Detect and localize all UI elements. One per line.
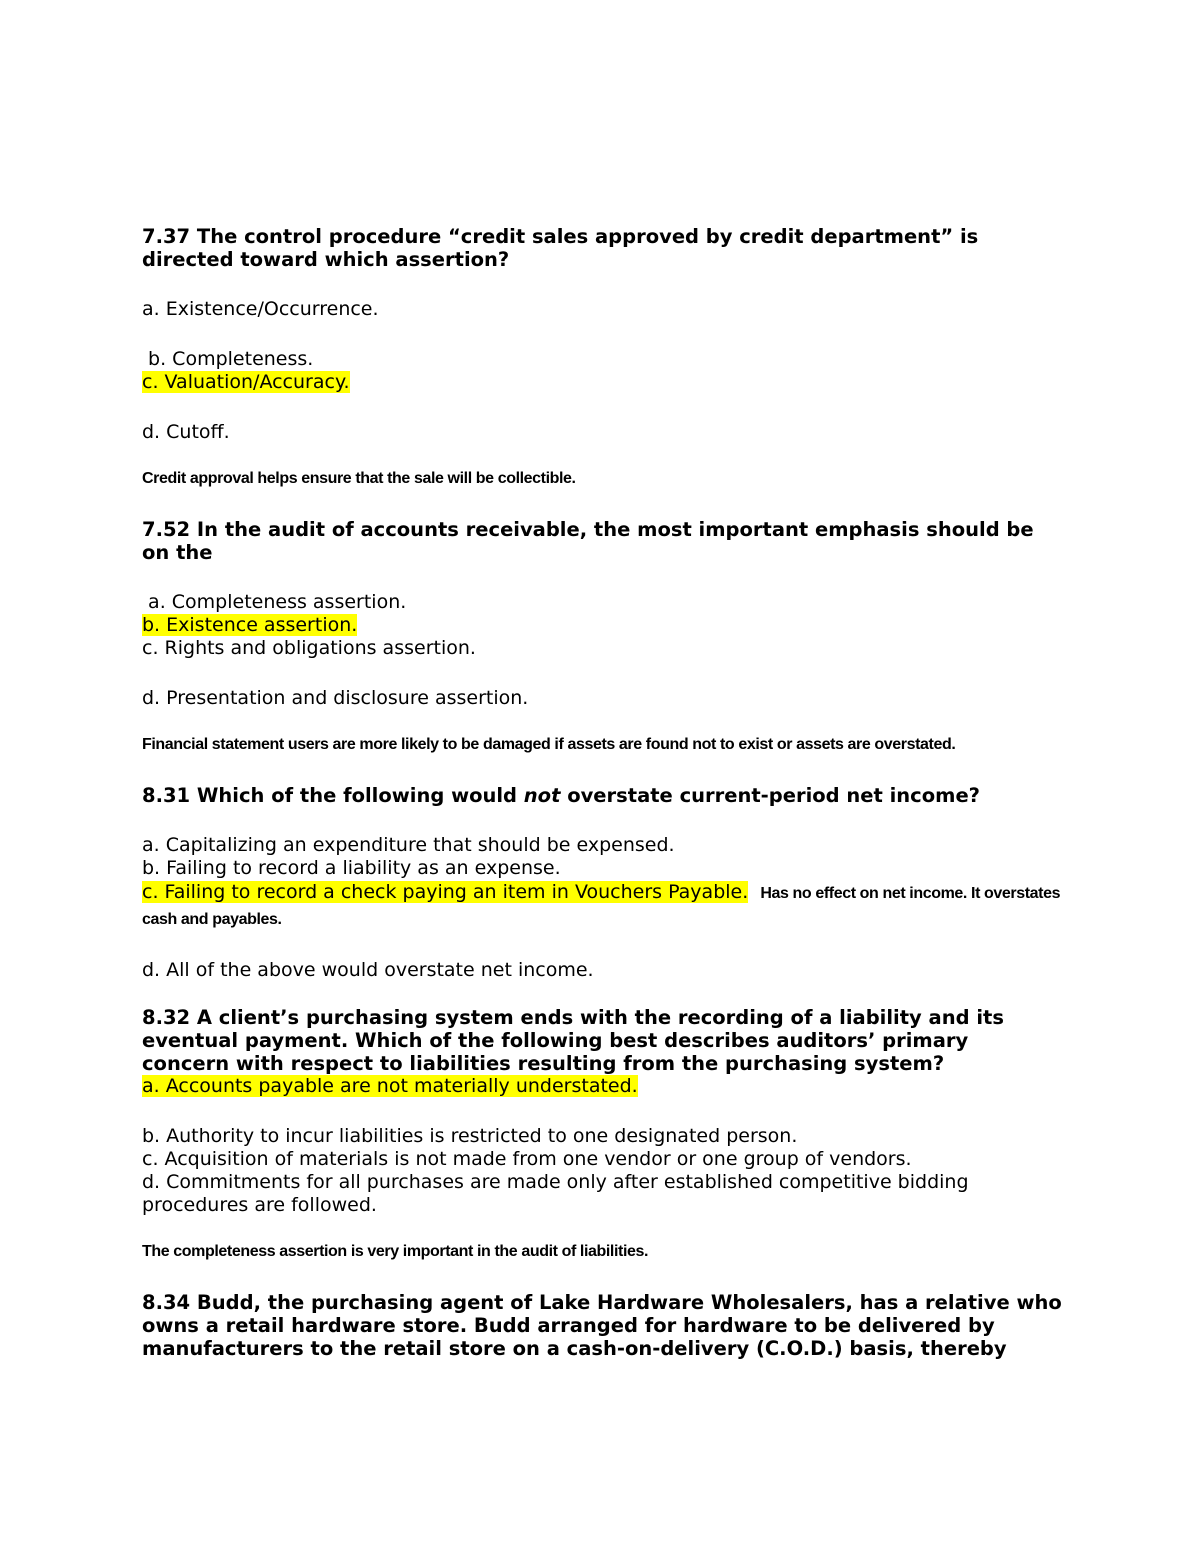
q752-option-d: d. Presentation and disclosure assertion.	[142, 687, 529, 709]
document-page	[142, 225, 1065, 1360]
question-8-31-stem: 8.31 Which of the following would not overstate current-period net income?	[142, 784, 980, 807]
q832-explanation: The completeness assertion is very important in the audit of liabilities.	[142, 1243, 649, 1260]
q831-option-d: d. All of the above would overstate net income.	[142, 959, 594, 981]
question-7-37-stem: 7.37 The control procedure “credit sales approved by credit department” is directed toward which assertion?	[142, 225, 979, 271]
q737-option-c-highlighted-answer: c. Valuation/Accuracy.	[142, 371, 350, 393]
q832-option-c: c. Acquisition of materials is not made from one vendor or one group of vendors.	[142, 1148, 912, 1170]
question-8-32-stem: 8.32 A client’s purchasing system ends with the recording of a liability and its eventual payment. Which of the following best describes auditors’ primary concern with respect to liabilities resulting from the purchasing system?	[142, 1006, 1004, 1075]
question-7-52-stem: 7.52 In the audit of accounts receivable, the most important emphasis should be on the	[142, 518, 1034, 564]
q737-option-a: a. Existence/Occurrence.	[142, 298, 379, 320]
q752-option-b-highlighted-answer: b. Existence assertion.	[142, 614, 358, 636]
q752-option-a: a. Completeness assertion.	[142, 591, 407, 613]
q752-explanation: Financial statement users are more likely to be damaged if assets are found not to exist or assets are overstated.	[142, 736, 956, 753]
q737-option-b: b. Completeness.	[142, 348, 314, 370]
q737-option-d: d. Cutoff.	[142, 421, 230, 443]
q831-option-a: a. Capitalizing an expenditure that should be expensed.	[142, 834, 675, 856]
q832-option-a-highlighted-answer: a. Accounts payable are not materially understated.	[142, 1075, 638, 1097]
q831-explanation: Has no effect on net income. It overstates cash and payables.	[142, 885, 1065, 928]
q737-explanation: Credit approval helps ensure that the sale will be collectible.	[142, 470, 576, 487]
q832-option-b: b. Authority to incur liabilities is restricted to one designated person.	[142, 1125, 798, 1147]
question-8-34-stem: 8.34 Budd, the purchasing agent of Lake Hardware Wholesalers, has a relative who owns a retail hardware store. Budd arranged for hardware to be delivered by manufacturers to the retail store on a cash-on-delivery (C.O.D.) basis, thereby	[142, 1291, 1062, 1360]
q831-option-b: b. Failing to record a liability as an expense.	[142, 857, 561, 879]
emphasis-not: not	[523, 784, 561, 807]
q752-option-c: c. Rights and obligations assertion.	[142, 637, 476, 659]
q831-option-c-highlighted-answer: c. Failing to record a check paying an item in Vouchers Payable.	[142, 881, 749, 903]
q832-option-d: d. Commitments for all purchases are made only after established competitive bidding procedures are followed.	[142, 1171, 975, 1216]
